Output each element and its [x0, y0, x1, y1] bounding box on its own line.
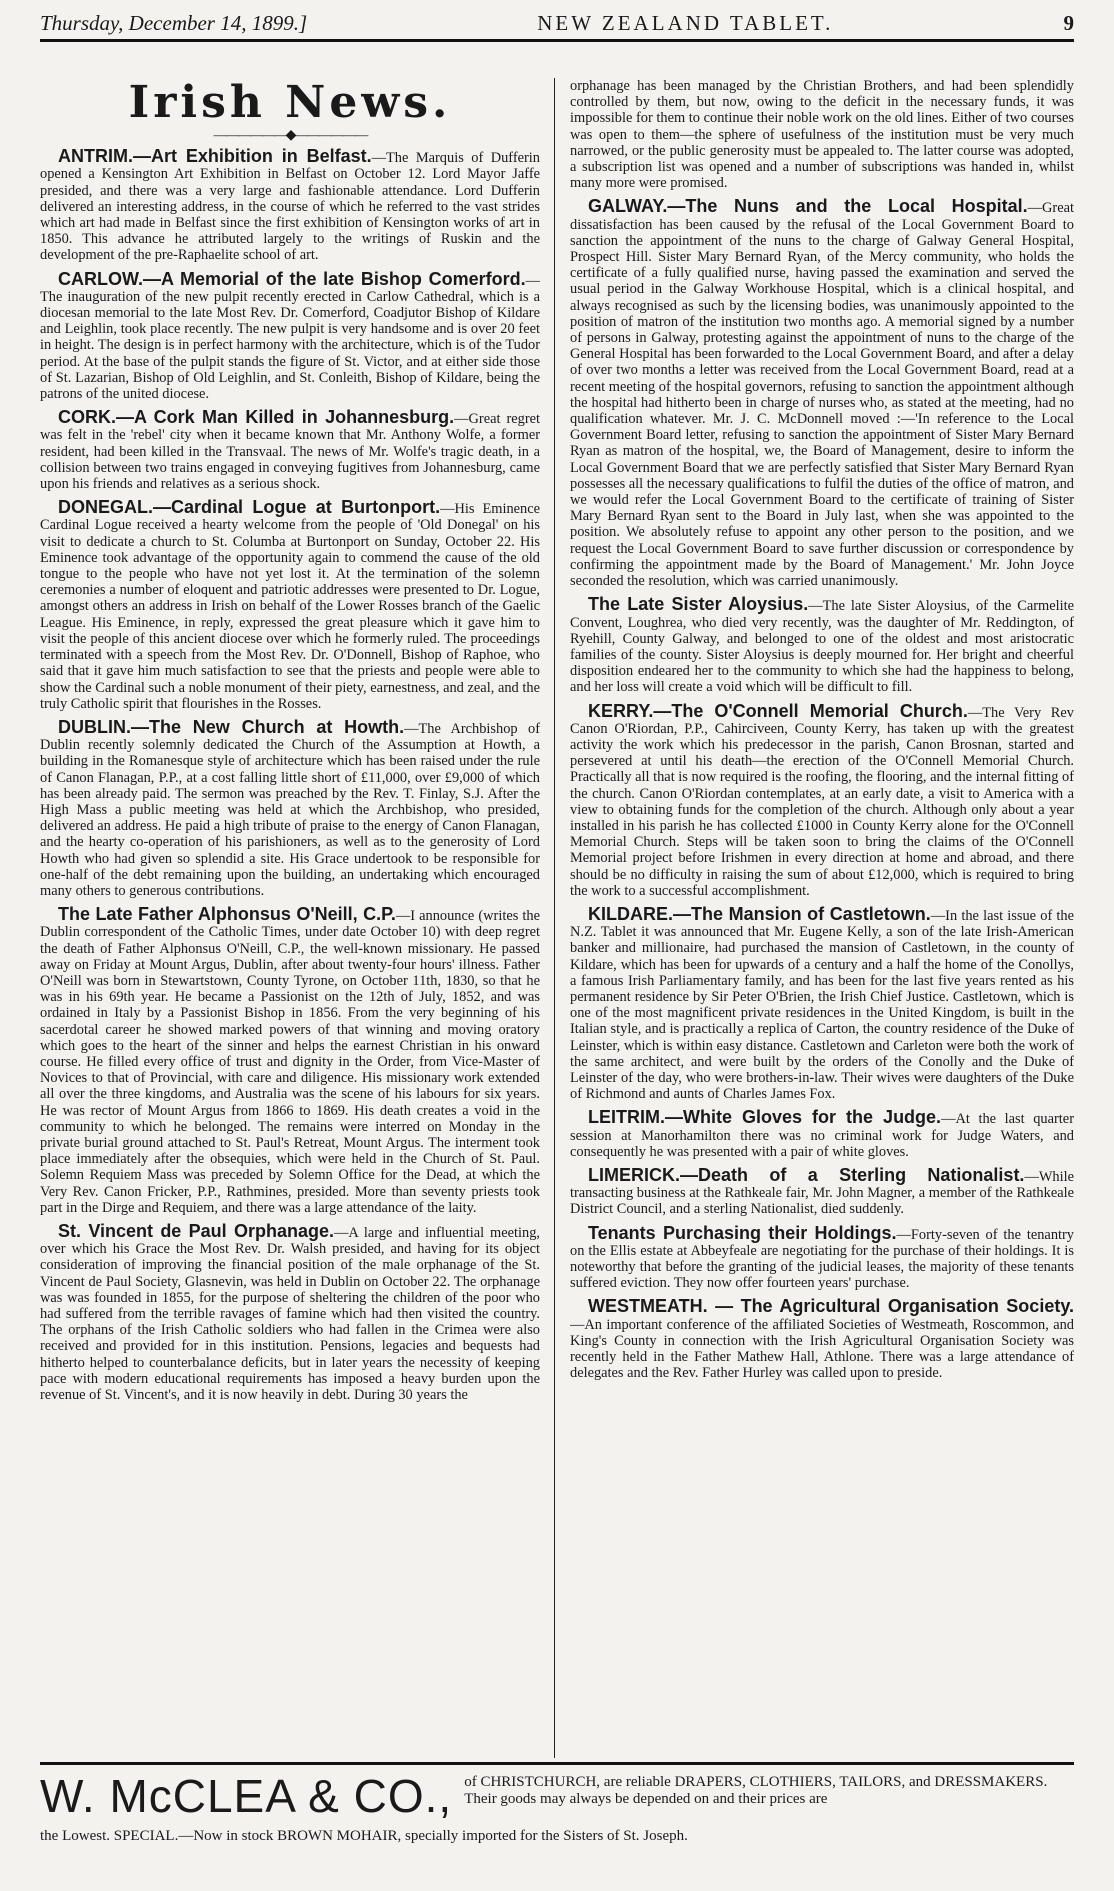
news-article — [40, 1223, 540, 1403]
article-paragraph — [570, 596, 1074, 695]
right-articles — [570, 78, 1074, 1381]
advert-line-1: of CHRISTCHURCH, are reliable DRAPERS, CLOTHIERS, TAILORS, and DRESSMAKERS. Their goods may always be depended on and their prices are — [464, 1774, 1048, 1807]
article-paragraph — [570, 198, 1074, 589]
advert-rule — [40, 1762, 1074, 1765]
article-headline: KILDARE.—The Mansion of Castletown. — [588, 903, 931, 924]
masthead — [40, 6, 1074, 36]
article-headline: CORK.—A Cork Man Killed in Johannesburg. — [58, 407, 455, 428]
article-paragraph — [40, 1223, 540, 1403]
article-headline: WESTMEATH. — The Agricultural Organisation Society. — [588, 1296, 1074, 1317]
news-article — [40, 268, 540, 403]
article-paragraph — [570, 1298, 1074, 1381]
article-body: —The late Sister Aloysius, of the Carmelite Convent, Loughrea, who died very recently, was the daughter of Mr. Reddington, of Ryehill, County Galway, and belonged to one of the oldest and most aristocratic families of the county. Sister Aloysius is deeply mourned for. Her bright and cheerful disposition endeared her to the community to which she had the happiness to belong, and her loss will create a void which will be difficult to fill. — [570, 598, 1074, 696]
article-body: —Great dissatisfaction has been caused by the refusal of the Local Government Board to sanction the appointment of the nuns to the charge of Galway General Hospital, Prospect Hill. Sister Mary Bernard Ryan, of the Mercy community, who holds the certificate of a fully qualified nurse, having passed the examination and served the usual period in the Galway Workhouse Hospital, which is a clinical hospital, and always recognised as such by the licensing bodies, was unanimously appointed to the position of matron of the institution two months ago. A memorial signed by a number of persons in Galway, protesting against the appointment of nuns to the charge of the General Hospital has been forwarded to the Local Government Board, and after a delay of over two months a letter was received from the Local Government Board, read at a recent meeting of the hospital governors, refusing to sanction the appointment although the hospital had hitherto been in charge of nurses who, as stated at the meeting, had no qualification whatever. Mr. J. C. McDonnell moved :—'In reference to the Local Government Board letter, refusing to sanction the appointment of Sister Mary Bernard Ryan as matron of the hospital, we, the Board of Management, desire to inform the Local Government Board that we are perfectly satisfied that Sister Mary Bernard Ryan possesses all the necessary qualifications to fulfil the duties of the office of matron, and we would refer the Local Government Board to the certificate of training of Sister Mary Bernard Ryan sent to the Board in July last, when she was appointed to the position. We absolutely refuse to appoint any other person to the position, and we request the Local Government Board to save further discussion or correspondence by confirming the appointment made by the Board of Management.' Mr. John Joyce seconded the resolution, which was carried unanimously. — [570, 200, 1074, 590]
article-body: —The Archbishop of Dublin recently solemnly dedicated the Church of the Assumption at Howth, a building in the Romanesque style of architecture which has been raised under the rule of Canon Flanagan, P.P., at a cost falling little short of £11,000, over £9,000 of which has been already paid. The sermon was preached by the Rev. T. Finlay, S.J. After the High Mass a public meeting was held at which the Archbishop, who presided, delivered an address. He paid a high tribute of praise to the energy of Canon Flanagan, and the hearty co-operation of his parishioners, as well as to the generosity of Lord Howth who had given so splendid a site. His Grace undertook to be responsible for one-half of the debt remaining upon the building, an undertaking which encouraged many others to generous contributions. — [40, 720, 540, 899]
news-article — [40, 499, 540, 712]
article-paragraph — [40, 499, 540, 712]
article-body: —Forty-seven of the tenantry on the Ellis estate at Abbeyfeale are negotiating for the purchase of their holdings. It is noteworthy that before the granting of the judicial leases, the majority of these tenants suffered eviction. They now offer fourteen years' purchase. — [570, 1226, 1074, 1292]
article-headline: CARLOW.—A Memorial of the late Bishop Comerford. — [58, 268, 526, 289]
news-article — [570, 903, 1074, 1103]
article-headline: KERRY.—The O'Connell Memorial Church. — [588, 700, 968, 721]
left-articles — [40, 148, 540, 1403]
article-body: —An important conference of the affiliated Societies of Westmeath, Roscommon, and King's County in connection with the Irish Agricultural Organisation Society was recently held in the Father Mathew Hall, Athlone. There was a large attendance of delegates and the Rev. Father Hurley was called upon to preside. — [570, 1316, 1074, 1382]
news-article — [570, 1109, 1074, 1160]
article-headline: The Late Sister Aloysius. — [588, 594, 809, 615]
masthead-rule — [40, 39, 1074, 42]
article-paragraph — [570, 1222, 1074, 1292]
column-divider — [554, 78, 555, 1758]
article-headline: DONEGAL.—Cardinal Logue at Burtonport. — [58, 497, 441, 518]
article-headline: LIMERICK.—Death of a Sterling Nationalist. — [588, 1165, 1025, 1185]
article-headline: LEITRIM.—White Gloves for the Judge. — [588, 1107, 942, 1128]
article-paragraph — [570, 903, 1074, 1103]
article-paragraph — [40, 409, 540, 492]
article-body: —Great regret was felt in the 'rebel' city when it became known that Mr. Anthony Wolfe, a former resident, had been killed in the Transvaal. The news of Mr. Wolfe's tragic death, in a collision between two trains engaged in conveying fugitives from Johannesburg, came upon his friends and relatives as a serious shock. — [40, 411, 540, 493]
news-article — [570, 700, 1074, 899]
article-headline: DUBLIN.—The New Church at Howth. — [58, 716, 405, 737]
article-body: —While transacting business at the Rathkeale fair, Mr. John Magner, a member of the Rathkeale District Council, and a sterling Nationalist, died suddenly. — [570, 1169, 1074, 1218]
article-body: orphanage has been managed by the Christian Brothers, and had been splendidly controlled by them, but now, owing to the deficit in the necessary funds, it was impossible for them to continue their noble work on the old lines. Either of two courses was open to them—the sphere of usefulness of the institution must be very much narrowed, or the public generosity must be appealed to. The latter course was adopted, a subscription list was opened and a number of subscriptions was handed in, whilst many more were promised. — [570, 78, 1074, 192]
article-body: —The Marquis of Dufferin opened a Kensington Art Exhibition in Belfast on October 12. Lord Mayor Jaffe presided, and there was a very large and fashionable attendance. Lord Dufferin delivered an interesting address, in the course of which he referred to the vast strides which art had made in Belfast since the first exhibition of Kensington works of art in 1850. This advance he attributed largely to the writings of Ruskin and the development of the pre-Raphaelite school of art. — [40, 150, 540, 264]
newspaper-title: NEW ZEALAND TABLET. — [537, 11, 834, 35]
news-article — [570, 78, 1074, 191]
news-article — [40, 906, 540, 1216]
article-headline: St. Vincent de Paul Orphanage. — [58, 1221, 334, 1241]
article-headline: GALWAY.—The Nuns and the Local Hospital. — [588, 196, 1028, 217]
article-headline: The Late Father Alphonsus O'Neill, C.P. — [58, 904, 396, 925]
left-column — [40, 78, 540, 1758]
article-body: —In the last issue of the N.Z. Tablet it was announced that Mr. Eugene Kelly, a son of the late Irish-American banker and millionaire, had purchased the mansion of Castletown, in the county of Kildare, which has been for upwards of a century and a half the home of the Conollys, a famous Irish Parliamentary family, and has been for the last five years rented as his permanent residence by Sir Peter O'Brien, the Irish Chief Justice. Castletown, which is one of the most magnificent private residences in the United Kingdom, is built in the Italian style, and is practically a replica of Carton, the country residence of the Duke of Leinster, which is within easy distance. Castletown and Carleton were both the work of the same architect, and were built by the orders of the Conolly and the Duke of Leinster of the day, who were brothers-in-law. Their wives were daughters of the Duke of Richmond and aunts of Charles James Fox. — [570, 907, 1074, 1103]
article-body: —His Eminence Cardinal Logue received a hearty welcome from the people of 'Old Donegal' on his visit to dedicate a church to St. Columba at Burtonport on Sunday, October 22. His Eminence took advantage of the opportunity again to commend the cause of the old tongue to the people who have not yet lost it. At the termination of the solemn ceremonies a number of eloquent and patriotic addresses were presented to Dr. Logue, amongst others an address in Irish on behalf of the Lower Rosses branch of the Gaelic League. His Eminence, in reply, expressed the great pleasure which it gave him to visit the people of this ancient diocese over which he formerly ruled. The proceedings terminated with a speech from the Most Rev. Dr. O'Donnell, Bishop of Raphoe, who said that it gave him much satisfaction to see that the priests and people were able to show the Cardinal such a noble monument of their piety, earnestness, and zeal, and the truly Catholic spirit that flourishes in the Rosses. — [40, 501, 540, 712]
article-headline: ANTRIM.—Art Exhibition in Belfast. — [58, 146, 372, 167]
right-column — [570, 78, 1074, 1758]
article-paragraph — [40, 906, 540, 1216]
section-title: Irish News. — [128, 78, 452, 128]
news-article — [40, 716, 540, 899]
news-article — [570, 596, 1074, 695]
news-article — [570, 198, 1074, 589]
article-headline: Tenants Purchasing their Holdings. — [588, 1222, 897, 1243]
article-body: —At the last quarter session at Manorhamilton there was no criminal work for Judge Waters, and consequently he was presented with a pair of white gloves. — [570, 1111, 1074, 1160]
advert-line-2: the Lowest. SPECIAL.—Now in stock BROWN MOHAIR, specially imported for the Sisters of St. Joseph. — [40, 1828, 688, 1844]
article-body: —The Very Rev Canon O'Riordan, P.P., Cahirciveen, County Kerry, has taken up with the greatest activity the work which his predecessor in the parish, Canon Brosnan, started and persevered at until his death—the erection of the O'Connell Memorial Church. Practically all that is now required is the roofing, the flooring, and the internal fitting of the church. Canon O'Riordan contemplates, at an early date, a visit to America with a view to obtaining funds for the completion of the church. Although only about a year installed in his parish he has collected £1000 in County Kerry alone for the O'Connell Memorial Church. Steps will be taken soon to bring the claims of the O'Connell Memorial project before Irishmen in every direction at home and abroad, and there should be no difficulty in raising the sum of about £12,000, which is required to bring the work to a successful accomplishment. — [570, 704, 1074, 899]
advertisement — [40, 1768, 1074, 1878]
news-article — [40, 409, 540, 492]
article-paragraph — [570, 700, 1074, 899]
issue-date: Thursday, December 14, 1899.] — [40, 11, 308, 35]
article-paragraph — [40, 268, 540, 403]
news-article — [570, 1298, 1074, 1381]
article-paragraph — [570, 1109, 1074, 1160]
page-number: 9 — [1063, 11, 1074, 35]
article-paragraph — [570, 78, 1074, 191]
divider-ornament-icon: ——————◆—————— — [213, 128, 367, 143]
news-article — [40, 148, 540, 263]
article-paragraph — [40, 148, 540, 263]
article-body: —The inauguration of the new pulpit recently erected in Carlow Cathedral, which is a diocesan memorial to the late Most Rev. Dr. Comerford, Coadjutor Bishop of Kildare and Leighlin, took place recently. The new pulpit is very handsome and is over 20 feet in height. The design is in perfect harmony with the architecture, which is of the Tudor period. At the base of the pulpit stands the figure of St. Victor, and at either side those of St. Lazarian, Bishop of Old Leighlin, and St. Conleith, Bishop of Kildare, being the patrons of the united diocese. — [40, 272, 540, 403]
advert-brand: W. McCLEA & CO., — [40, 1770, 453, 1822]
news-article — [570, 1167, 1074, 1218]
article-paragraph — [570, 1167, 1074, 1218]
article-body: —A large and influential meeting, over which his Grace the Most Rev. Dr. Walsh presided, and having for its object consideration of improving the financial position of the male orphanage of the St. Vincent de Paul Society, Glasnevin, was held in Dublin on October 22. The orphanage was was founded in 1855, for the purpose of sheltering the children of the poor who had suffered from the terrible ravages of famine which had then visited the country. The orphans of the Irish Catholic soldiers who had fallen in the Crimea were also received and provided for in this institution. Pensions, legacies and bequests had hitherto helped to counterbalance deficits, but in later years the necessity of keeping pace with modern educational requirements has imposed a heavy burden upon the revenue of St. Vincent's, and it is now heavily in debt. During 30 years the — [40, 1225, 540, 1404]
article-body: —I announce (writes the Dublin correspondent of the Catholic Times, under date October 10) with deep regret the death of Father Alphonsus O'Neill, C.P., the well-known missionary. He passed away on Friday at Mount Argus, Dublin, after about twenty-four hours' illness. Father O'Neill was born in Stewartstown, County Tyrone, on October 11th, 1830, so that he was in his 69th year. He became a Passionist on the 12th of July, 1852, and was ordained in Italy by a Passionist Bishop in 1856. From the very beginning of his sacerdotal career he showed marked powers of that winning and moving oratory which goes to the heart of the sinner and helps the earnest Christian in his onward course. He filled every office of trust and dignity in the Order, from Vice-Master of Novices to that of Provincial, with care and diligence. His missionary work extended all over the three kingdoms, and Australia was the scene of his labours for six years. He was rector of Mount Argus from 1866 to 1869. His death creates a void in the community to which he belonged. The remains were interred on Monday in the private burial ground attached to St. Paul's Retreat, Mount Argus. The interment took place immediately after the obsequies, which were held in the Church of St. Paul. Solemn Requiem Mass was preceded by Solemn Office for the Dead, at which the Very Rev. Canon Fricker, P.P., Rathmines, presided. More than seventy priests took part in the Dirge and Requiem, and there was a large attendance of the laity. — [40, 908, 540, 1216]
article-paragraph — [40, 716, 540, 899]
news-article — [570, 1222, 1074, 1292]
